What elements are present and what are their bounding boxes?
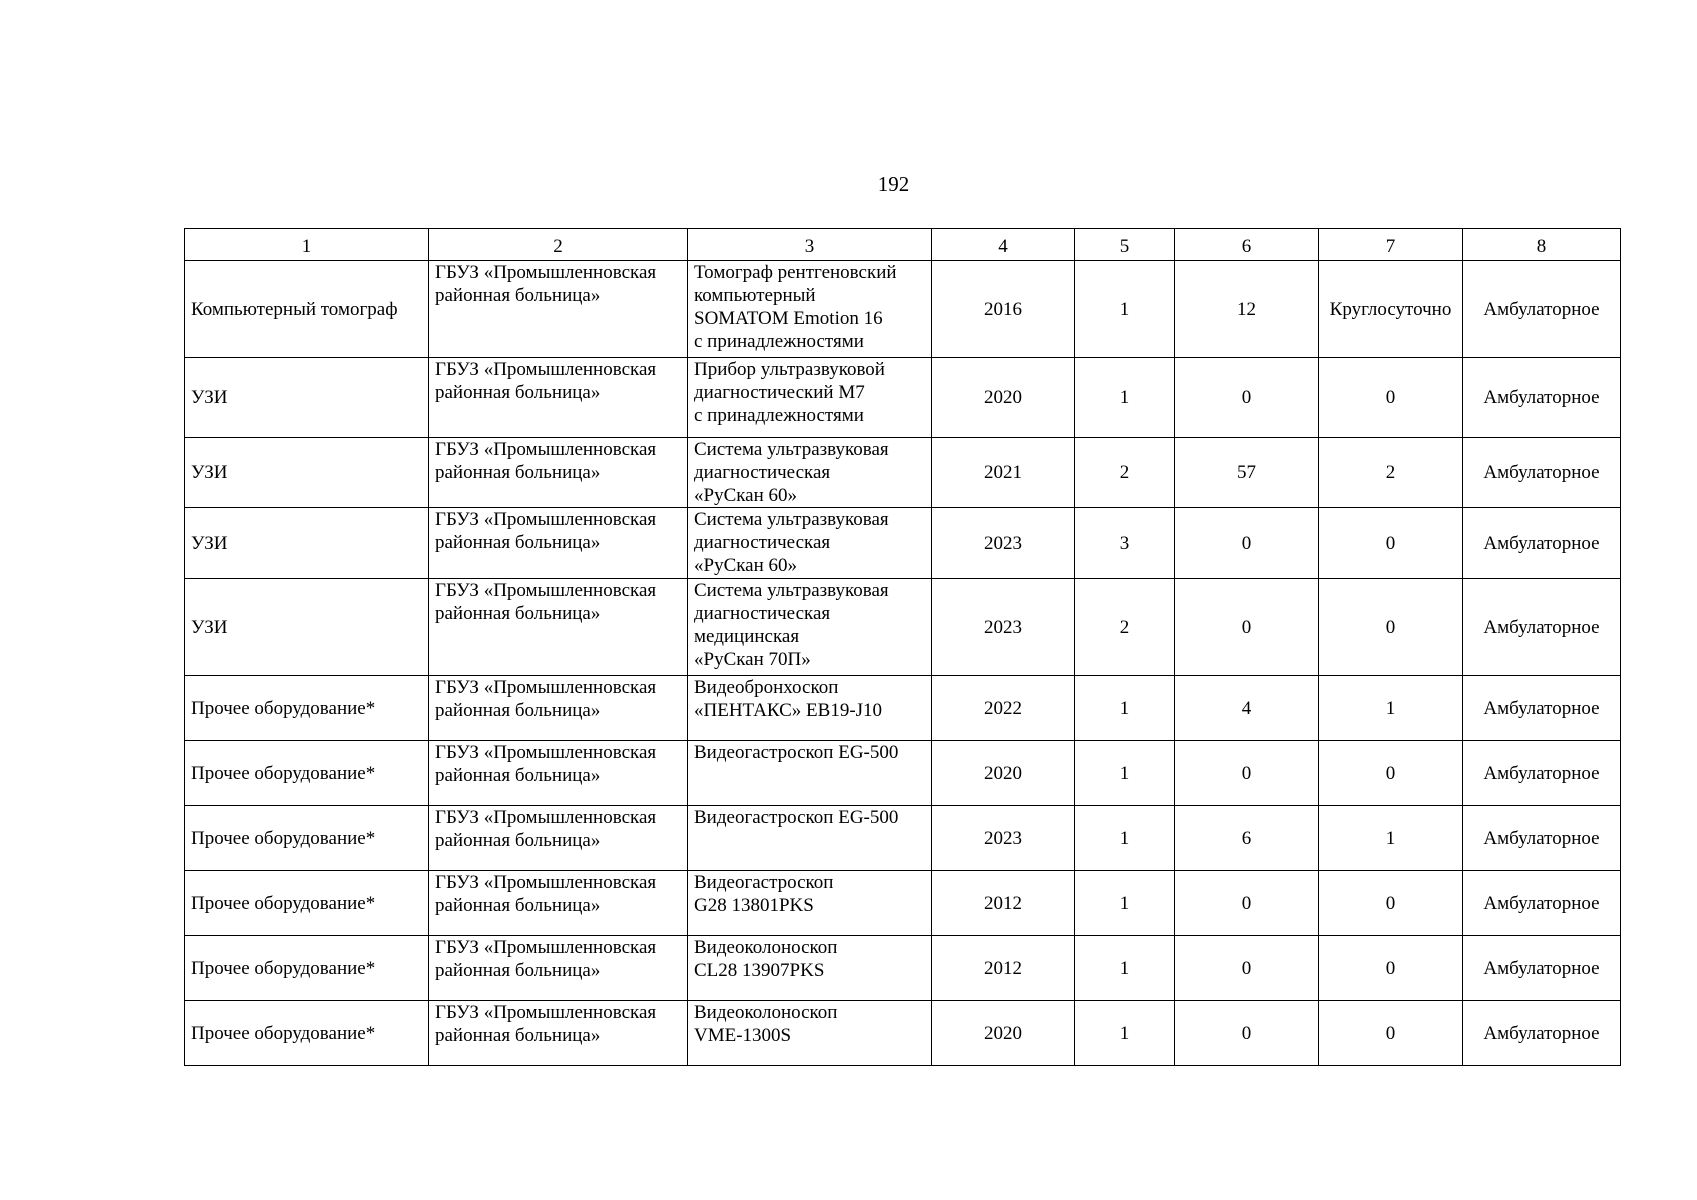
organization-line: районная больница» [435,532,601,553]
table-row [185,871,1621,936]
equipment-model-cell: Система ультразвуковая диагностическая медицинская «РуСкан 70П» [688,579,932,676]
column-6-cell: 57 [1175,438,1319,508]
equipment-type-cell: УЗИ [185,438,429,508]
column-6-cell: 4 [1175,676,1319,741]
quantity-cell: 2 [1075,438,1175,508]
equipment-model-cell: Видеогастроскоп EG-500 [688,806,932,871]
organization-cell [429,579,688,676]
equipment-model-cell: Видеогастроскоп EG-500 [688,741,932,806]
year-cell: 2020 [932,741,1075,806]
equipment-model-cell: Видеобронхоскоп «ПЕНТАКС» EB19-J10 [688,676,932,741]
organization-cell [429,936,688,1001]
column-6-cell: 6 [1175,806,1319,871]
table-header [185,229,1621,261]
organization-line: районная больница» [435,603,601,624]
organization-line: районная больница» [435,700,601,721]
year-cell: 2016 [932,261,1075,358]
column-7-cell: 0 [1319,579,1463,676]
organization-line: ГБУЗ «Промышленновская [435,677,657,698]
organization-cell [429,741,688,806]
organization-cell [429,676,688,741]
table-row [185,1001,1621,1066]
year-cell: 2023 [932,579,1075,676]
table-row [185,676,1621,741]
table-row [185,806,1621,871]
column-6-cell: 0 [1175,936,1319,1001]
organization-line: районная больница» [435,285,601,306]
table-row [185,508,1621,579]
equipment-model-cell: Прибор ультразвуковой диагностический М7 с принадлежностями [688,358,932,438]
column-7-cell: Круглосуточно [1319,261,1463,358]
equipment-model-cell: Томограф рентгеновский компьютерный SOMATOM Emotion 16 с принадлежностями [688,261,932,358]
header-cell-4: 4 [932,229,1075,261]
table-body [185,261,1621,1066]
organization-cell [429,358,688,438]
column-7-cell: 0 [1319,1001,1463,1066]
quantity-cell: 1 [1075,261,1175,358]
care-form-cell: Амбулаторное [1463,508,1621,579]
quantity-cell: 3 [1075,508,1175,579]
equipment-type-cell: Прочее оборудование* [185,871,429,936]
organization-line: районная больница» [435,960,601,981]
organization-line: ГБУЗ «Промышленновская [435,509,657,530]
column-6-cell: 0 [1175,871,1319,936]
column-7-cell: 0 [1319,508,1463,579]
equipment-type-cell: Прочее оборудование* [185,806,429,871]
column-6-cell: 0 [1175,1001,1319,1066]
quantity-cell: 1 [1075,676,1175,741]
organization-line: районная больница» [435,765,601,786]
equipment-type-cell: УЗИ [185,508,429,579]
table-row [185,741,1621,806]
header-cell-2: 2 [429,229,688,261]
column-7-cell: 0 [1319,936,1463,1001]
equipment-type-cell: Прочее оборудование* [185,676,429,741]
equipment-table [184,228,1621,1066]
equipment-model-cell: Видеоколоноскоп CL28 13907PKS [688,936,932,1001]
organization-line: районная больница» [435,462,601,483]
header-cell-7: 7 [1319,229,1463,261]
column-7-cell: 2 [1319,438,1463,508]
column-7-cell: 0 [1319,741,1463,806]
equipment-model-cell: Видеогастроскоп G28 13801PKS [688,871,932,936]
year-cell: 2020 [932,358,1075,438]
care-form-cell: Амбулаторное [1463,676,1621,741]
care-form-cell: Амбулаторное [1463,358,1621,438]
organization-line: ГБУЗ «Промышленновская [435,439,657,460]
year-cell: 2023 [932,806,1075,871]
table-row [185,579,1621,676]
equipment-type-cell: Прочее оборудование* [185,741,429,806]
column-7-cell: 1 [1319,676,1463,741]
equipment-type-cell: Прочее оборудование* [185,936,429,1001]
care-form-cell: Амбулаторное [1463,871,1621,936]
year-cell: 2012 [932,936,1075,1001]
care-form-cell: Амбулаторное [1463,936,1621,1001]
organization-line: районная больница» [435,1025,601,1046]
column-6-cell: 0 [1175,358,1319,438]
care-form-cell: Амбулаторное [1463,438,1621,508]
year-cell: 2023 [932,508,1075,579]
year-cell: 2012 [932,871,1075,936]
organization-cell [429,871,688,936]
organization-line: ГБУЗ «Промышленновская [435,262,657,283]
care-form-cell: Амбулаторное [1463,579,1621,676]
organization-line: ГБУЗ «Промышленновская [435,937,657,958]
column-6-cell: 0 [1175,508,1319,579]
organization-line: ГБУЗ «Промышленновская [435,872,657,893]
organization-cell [429,438,688,508]
header-cell-6: 6 [1175,229,1319,261]
column-6-cell: 12 [1175,261,1319,358]
quantity-cell: 1 [1075,871,1175,936]
quantity-cell: 1 [1075,1001,1175,1066]
organization-cell [429,508,688,579]
organization-line: ГБУЗ «Промышленновская [435,1002,657,1023]
table-row [185,936,1621,1001]
organization-line: районная больница» [435,382,601,403]
quantity-cell: 1 [1075,358,1175,438]
year-cell: 2020 [932,1001,1075,1066]
header-cell-1: 1 [185,229,429,261]
table-row [185,261,1621,358]
column-6-cell: 0 [1175,579,1319,676]
equipment-model-cell: Видеоколоноскоп VME-1300S [688,1001,932,1066]
quantity-cell: 1 [1075,806,1175,871]
column-6-cell: 0 [1175,741,1319,806]
table-row [185,438,1621,508]
organization-cell [429,806,688,871]
equipment-type-cell: УЗИ [185,358,429,438]
quantity-cell: 2 [1075,579,1175,676]
care-form-cell: Амбулаторное [1463,806,1621,871]
organization-line: районная больница» [435,830,601,851]
care-form-cell: Амбулаторное [1463,261,1621,358]
header-cell-5: 5 [1075,229,1175,261]
column-7-cell: 1 [1319,806,1463,871]
header-row [185,229,1621,261]
care-form-cell: Амбулаторное [1463,741,1621,806]
table-row [185,358,1621,438]
quantity-cell: 1 [1075,741,1175,806]
care-form-cell: Амбулаторное [1463,1001,1621,1066]
organization-line: ГБУЗ «Промышленновская [435,359,657,380]
organization-line: ГБУЗ «Промышленновская [435,742,657,763]
year-cell: 2022 [932,676,1075,741]
organization-line: районная больница» [435,895,601,916]
organization-line: ГБУЗ «Промышленновская [435,807,657,828]
header-cell-8: 8 [1463,229,1621,261]
year-cell: 2021 [932,438,1075,508]
column-7-cell: 0 [1319,358,1463,438]
header-cell-3: 3 [688,229,932,261]
column-7-cell: 0 [1319,871,1463,936]
page-number: 192 [877,172,910,196]
equipment-type-cell: УЗИ [185,579,429,676]
equipment-model-cell: Система ультразвуковая диагностическая «РуСкан 60» [688,438,932,508]
equipment-model-cell: Система ультразвуковая диагностическая «РуСкан 60» [688,508,932,579]
equipment-type-cell: Компьютерный томограф [185,261,429,358]
organization-cell [429,261,688,358]
quantity-cell: 1 [1075,936,1175,1001]
organization-cell [429,1001,688,1066]
organization-line: ГБУЗ «Промышленновская [435,580,657,601]
equipment-type-cell: Прочее оборудование* [185,1001,429,1066]
